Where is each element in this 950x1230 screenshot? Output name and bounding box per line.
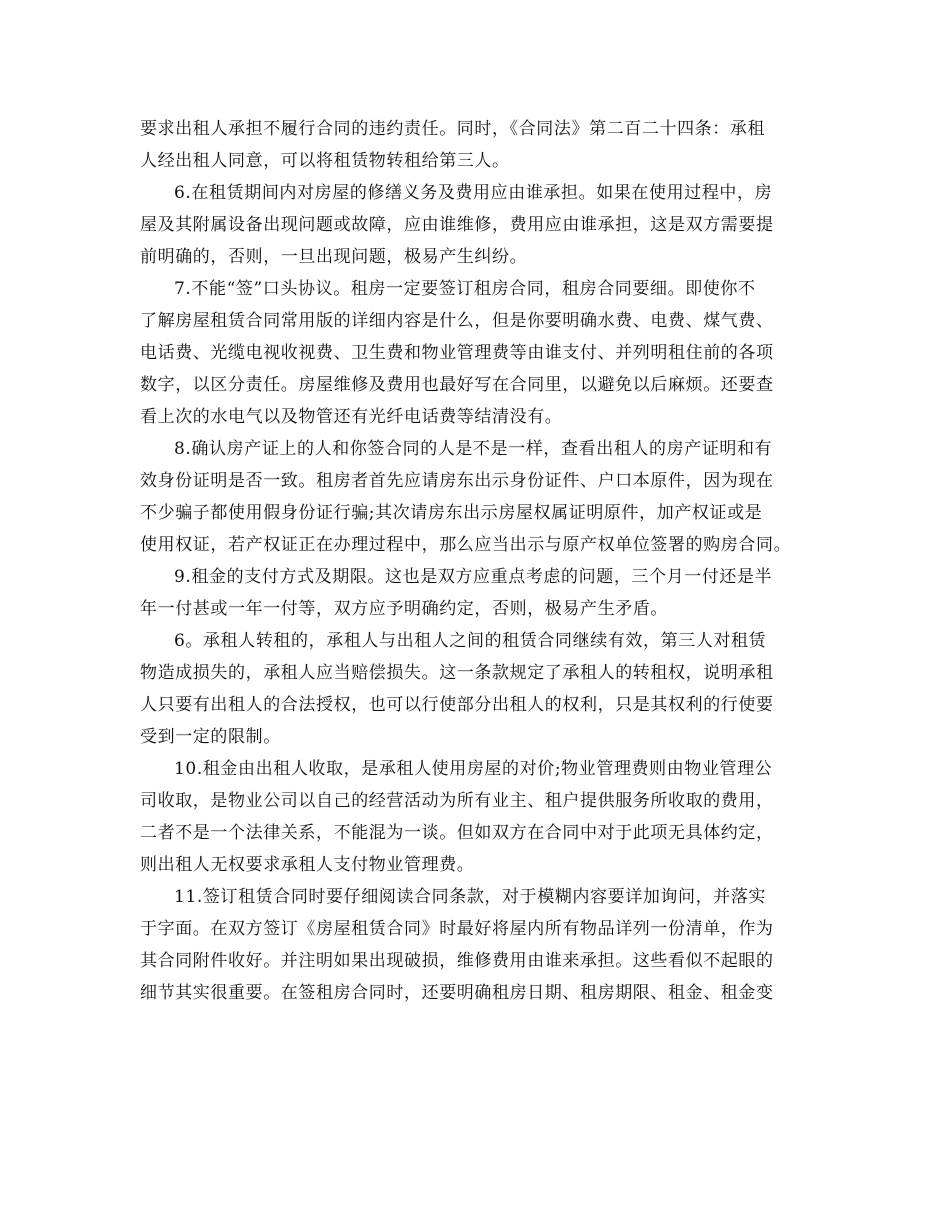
text-line: 物造成损失的，承租人应当赔偿损失。这一条款规定了承租人的转租权，说明承租 [140,663,774,683]
text-line: 受到一定的限制。 [140,727,281,747]
text-line: 6。承租人转租的，承租人与出租人之间的租赁合同继续有效，第三人对租赁 [174,631,767,651]
text-line: 于字面。在双方签订《房屋租赁合同》时最好将屋内所有物品详列一份清单，作为 [140,919,774,939]
text-line: 7.不能“签”口头协议。租房一定要签订租房合同，租房合同要细。即使你不 [174,279,756,299]
text-line: 司收取，是物业公司以自己的经营活动为所有业主、租户提供服务所收取的费用， [140,791,774,811]
text-line: 不少骗子都使用假身份证行骗;其次请房东出示房屋权属证明原件，加产权证或是 [140,503,763,523]
text-line: 电话费、光缆电视收视费、卫生费和物业管理费等由谁支付、并列明租住前的各项 [140,343,774,363]
text-line: 其合同附件收好。并注明如果出现破损，维修费用由谁来承担。这些看似不起眼的 [140,951,774,971]
text-line: 细节其实很重要。在签租房合同时，还要明确租房日期、租房期限、租金、租金变 [140,983,774,1003]
text-line: 9.租金的支付方式及期限。这也是双方应重点考虑的问题，三个月一付还是半 [174,567,773,587]
text-line: 11.签订租赁合同时要仔细阅读合同条款，对于模糊内容要详加询问，并落实 [174,887,767,907]
text-line: 数字，以区分责任。房屋维修及费用也最好写在合同里，以避免以后麻烦。还要查 [140,375,774,395]
text-line: 了解房屋租赁合同常用版的详细内容是什么，但是你要明确水费、电费、煤气费、 [140,311,774,331]
text-line: 二者不是一个法律关系，不能混为一谈。但如双方在合同中对于此项无具体约定， [140,823,774,843]
text-line: 6.在租赁期间内对房屋的修缮义务及费用应由谁承担。如果在使用过程中，房 [174,183,773,203]
text-line: 则出租人无权要求承租人支付物业管理费。 [140,855,475,875]
text-line: 使用权证，若产权证正在办理过程中，那么应当出示与原产权单位签署的购房合同。 [140,535,792,555]
text-line: 人经出租人同意，可以将租赁物转租给第三人。 [140,151,510,171]
text-line: 屋及其附属设备出现问题或故障，应由谁维修，费用应由谁承担，这是双方需要提 [140,215,774,235]
text-line: 年一付甚或一年一付等，双方应予明确约定，否则，极易产生矛盾。 [140,599,668,619]
text-line: 要求出租人承担不履行合同的违约责任。同时，《合同法》第二百二十四条：承租 [140,119,766,139]
text-line: 看上次的水电气以及物管还有光纤电话费等结清没有。 [140,407,563,427]
document-body [140,113,810,1009]
text-line: 效身份证明是否一致。租房者首先应请房东出示身份证件、户口本原件，因为现在 [140,471,774,491]
text-line: 人只要有出租人的合法授权，也可以行使部分出租人的权利，只是其权利的行使要 [140,695,774,715]
text-line: 10.租金由出租人收取，是承租人使用房屋的对价;物业管理费则由物业管理公 [174,759,773,779]
text-line: 8.确认房产证上的人和你签合同的人是不是一样，查看出租人的房产证明和有 [174,439,773,459]
text-line: 前明确的，否则，一旦出现问题，极易产生纠纷。 [140,247,528,267]
